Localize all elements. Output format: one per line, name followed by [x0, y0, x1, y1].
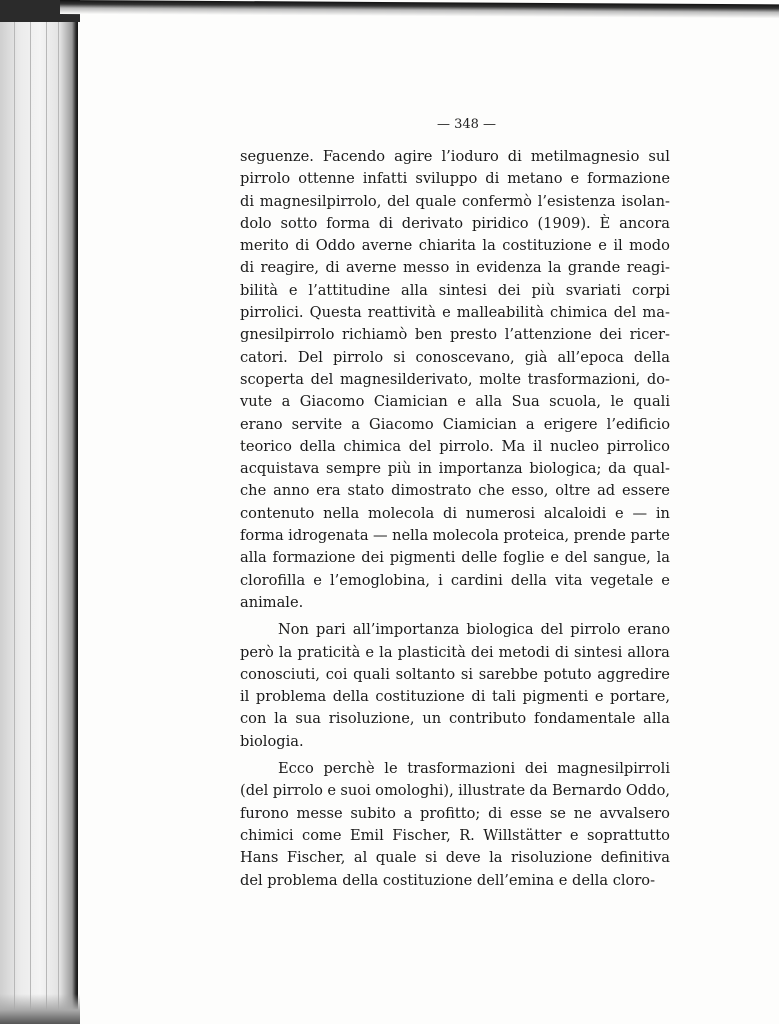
text-line: seguenze. Facendo agire l’ioduro di metilmagnesio sul: [240, 148, 670, 165]
text-line: clorofilla e l’emoglobina, i cardini della vita vegetale e: [240, 571, 670, 589]
binding-line: [14, 0, 15, 1024]
text-line: teorico della chimica del pirrolo. Ma il nucleo pirrolico: [240, 437, 670, 455]
text-line: Ecco perchè le trasformazioni dei magnesilpirroli: [278, 760, 670, 778]
binding-line: [46, 0, 47, 1024]
paragraph: [240, 146, 670, 614]
text-line: Hans Fischer, al quale si deve la risoluzione definitiva: [240, 849, 670, 867]
text-line: di magnesilpirrolo, del quale confermò l’esistenza isolan-: [240, 192, 670, 210]
text-line: che anno era stato dimostrato che esso, oltre ad essere: [240, 482, 670, 500]
text-line: (del pirrolo e suoi omologhi), illustrate da Bernardo Oddo,: [240, 782, 670, 800]
text-line: forma idrogenata — nella molecola proteica, prende parte: [240, 527, 670, 545]
text-line: chimici come Emil Fischer, R. Willstätter e soprattutto: [240, 826, 670, 844]
text-line: gnesilpirrolo richiamò ben presto l’attenzione dei ricer-: [240, 326, 670, 344]
binding-line: [30, 0, 31, 1024]
text-line: del problema della costituzione dell’emina e della cloro-: [240, 871, 656, 889]
text-line: però la praticità e la plasticità dei metodi di sintesi allora: [240, 643, 670, 661]
text-line: con la sua risoluzione, un contributo fondamentale alla: [240, 710, 670, 728]
text-line: vute a Giacomo Ciamician e alla Sua scuola, le quali: [240, 393, 670, 411]
paragraph: [240, 758, 670, 892]
page-number: — 348 —: [436, 117, 497, 132]
text-line: pirrolo ottenne infatti sviluppo di metano e formazione: [240, 170, 670, 188]
text-line: di reagire, di averne messo in evidenza la grande reagi-: [240, 259, 670, 277]
text-line: dolo sotto forma di derivato piridico (1909). È ancora: [240, 214, 670, 232]
paragraph: [240, 619, 670, 753]
text-line: pirrolici. Questa reattività e malleabilità chimica del ma-: [240, 304, 670, 322]
body-text: [240, 146, 670, 897]
text-line: catori. Del pirrolo si conoscevano, già all’epoca della: [240, 348, 670, 366]
text-line: acquistava sempre più in importanza biologica; da qual-: [240, 460, 670, 478]
text-line: Non pari all’importanza biologica del pirrolo erano: [278, 621, 670, 639]
text-line: il problema della costituzione di tali pigmenti e portare,: [240, 688, 670, 706]
binding-line: [58, 0, 59, 1024]
text-line: conosciuti, coi quali soltanto si sarebbe potuto aggredire: [240, 665, 670, 683]
book-binding-edge: [0, 0, 78, 1024]
text-line: alla formazione dei pigmenti delle foglie e del sangue, la: [240, 549, 670, 567]
text-line: scoperta del magnesilderivato, molte trasformazioni, do-: [240, 370, 670, 388]
text-line: animale.: [240, 593, 304, 611]
page-top-edge: [60, 0, 779, 18]
text-line: erano servite a Giacomo Ciamician a erigere l’edificio: [240, 415, 670, 433]
text-line: bilità e l’attitudine alla sintesi dei più svariati corpi: [240, 281, 670, 299]
scan-corner-shadow-bottom: [0, 994, 80, 1024]
text-line: furono messe subito a profitto; di esse se ne avvalsero: [240, 804, 670, 822]
text-line: biologia.: [240, 732, 304, 750]
text-line: merito di Oddo averne chiarita la costituzione e il modo: [240, 237, 670, 255]
text-line: contenuto nella molecola di numerosi alcaloidi e — in: [240, 504, 670, 522]
